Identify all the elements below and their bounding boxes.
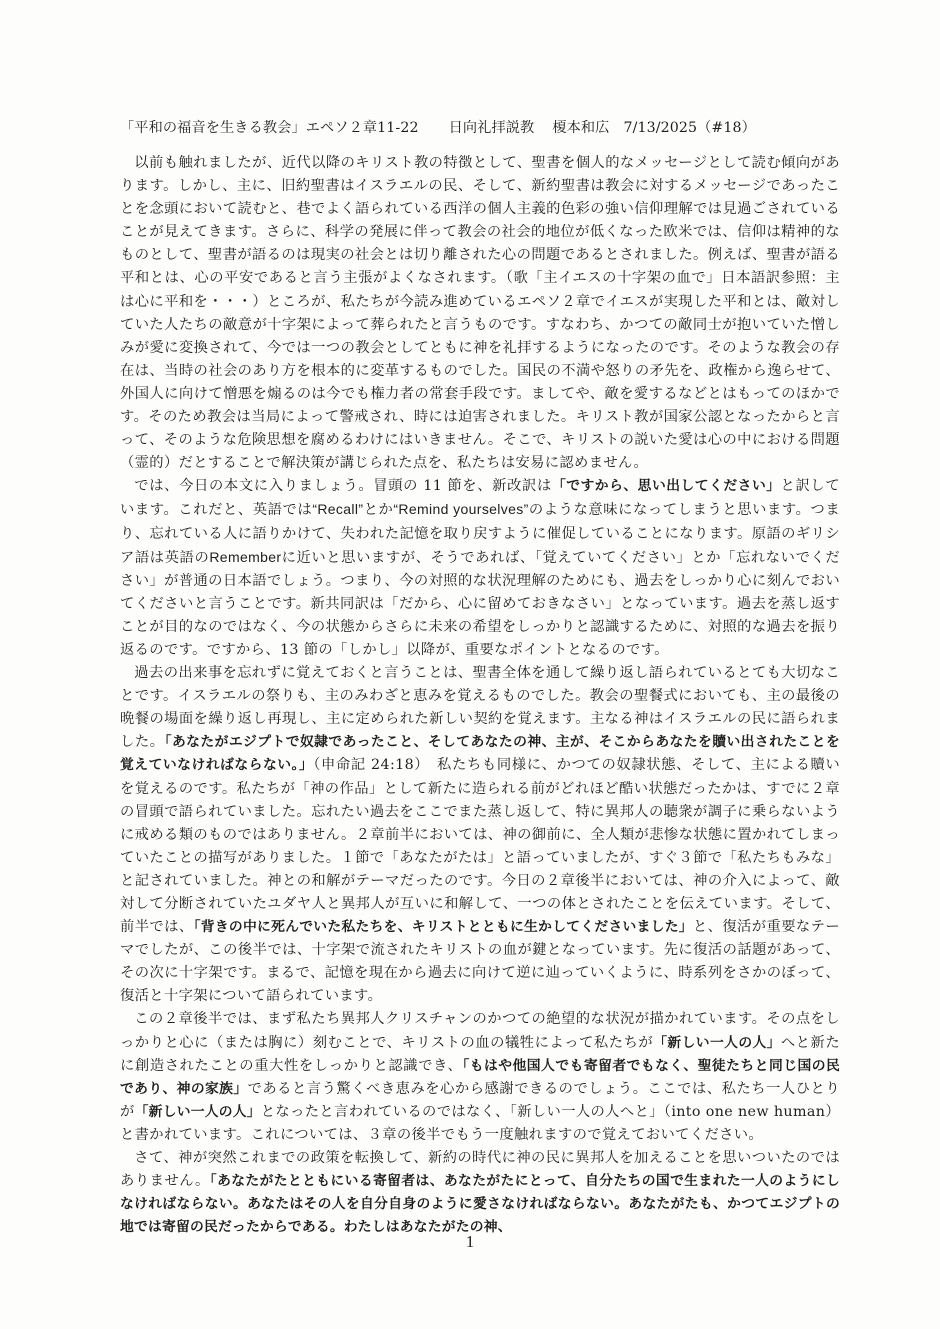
text-run: では、今日の本文に入りましょう。冒頭の 11 節を、新改訳は — [134, 478, 552, 495]
emphasized-quote: 「新しい一人の人」 — [134, 1103, 261, 1120]
sermon-type: 日向礼拝説教 — [448, 120, 535, 136]
sermon-date: 7/13/2025（#18） — [623, 120, 756, 136]
english-term: “Recall” — [312, 501, 364, 518]
text-run: であると言う驚くべき恵みを心から感謝できるのでしょう。ここでは、私たち一人ひとりが — [120, 1080, 840, 1120]
sermon-body — [120, 152, 840, 1239]
text-run: さて、神が突然これまでの政策を転換して、新約の時代に神の民に異邦人を加えることを思いついたのではありません。 — [120, 1150, 840, 1190]
paragraph — [120, 475, 840, 662]
text-run: のような意味になってしまうと思います。つまり、忘れている人に語りかけて、失われた記憶を取り戻すように催促していることになります。原語のギリシア語は英語の — [120, 502, 840, 566]
text-run: となったと言われているのではなく、「新しい一人の人へと」（into one new human）と書かれています。これについては、３章の後半でもう一度触れますので覚えておいてください。 — [120, 1103, 840, 1143]
text-run: （申命記 24:18） 私たちも同様に、かつての奴隷状態、そして、主による贖いを覚えるのです。私たちが「神の作品」として新たに造られる前がどれほど酷い状態だったかは、すでに２章の冒頭で語られていました。忘れたい過去をここでまた蒸し返して、特に異邦人の聴衆が調子に乗らないように戒める類のものではありません。２章前半においては、神の御前に、全人類が悲惨な状態に置かれてしまっていたことの描写がありました。１節で「あなたがたは」と語っていましたが、すぐ３節で「私たちもみな」と記されていました。神との和解がテーマだったのです。今日の２章後半においては、神の介入によって、敵対して分断されていたユダヤ人と異邦人が互いに和解して、一つの体とされたことを伝えています。そして、前半では、 — [120, 757, 840, 936]
sermon-title: 「平和の福音を生きる教会」エペソ２章11-22 — [120, 120, 419, 136]
text-run: とか — [363, 502, 394, 519]
paragraph — [120, 152, 840, 475]
sermon-header — [120, 118, 840, 138]
text-run: に近いと思いますが、そうであれば、「覚えていてください」とか「忘れないでください」が普通の日本語でしょう。つまり、今の対照的な状況理解のためにも、過去をしっかり心に刻んでおいてくださいと言うことです。新共同訳は「だから、心に留めておきなさい」となっています。過去を蒸し返すことが目的なのではなく、今の状態からさらに未来の希望をしっかりと認識するために、対照的な過去を振り返るのです。ですから、13 節の「しかし」以降が、重要なポイントとなるのです。 — [120, 549, 840, 658]
text-run: 以前も触れましたが、近代以降のキリスト教の特徴として、聖書を個人的なメッセージとして読む傾向があります。しかし、主に、旧約聖書はイスラエルの民、そして、新約聖書は教会に対するメッセージであったことを念頭において読むと、巷でよく語られている西洋の個人主義的色彩の強い信仰理解では見過ごされていることが見えてきます。さらに、科学の発展に伴って教会の社会的地位が低くなった欧米では、信仰は精神的なものとして、聖書が語るのは現実の社会とは切り離された心の問題であるとされました。例えば、聖書が語る平和とは、心の平安であると言う主張がよくなされます。（歌「主イエスの十字架の血で」日本語訳参照：主は心に平和を・・・）ところが、私たちが今読み進めているエペソ２章でイエスが実現した平和とは、敵対していた人たちの敵意が十字架によって葬られたと言うものです。すなわち、かつての敵同士が抱いていた憎しみが愛に変換されて、今では一つの教会としてともに神を礼拝するようになったのです。そのような教会の存在は、当時の社会のあり方を根本的に変革するものでした。国民の不満や怒りの矛先を、政権から逸らせて、外国人に向けて憎悪を煽るのは今でも権力者の常套手段です。ましてや、敵を愛するなどとはもってのほかです。そのため教会は当局によって警戒され、時には迫害されました。キリスト教が国家公認となったからと言って、そのような危険思想を腐めるわけにはいきません。そこで、キリストの説いた愛は心の中における問題（霊的）だとすることで解決策が講じられた点を、私たちは安易に認めません。 — [120, 155, 840, 472]
paragraph — [120, 1147, 840, 1239]
paragraph — [120, 1008, 840, 1147]
text-run: と訳しています。これだと、英語では — [120, 478, 841, 519]
emphasized-quote: 「ですから、思い出してください」 — [551, 478, 781, 495]
text-run: へと新たに創造されたことの重大性をしっかりと認識でき、 — [120, 1034, 840, 1074]
english-term: “Remind yourselves” — [393, 501, 529, 518]
emphasized-quote: 「あなたがエジプトで奴隷であったこと、そしてあなたの神、主が、そこからあなたを贖い出されたことを覚えていなければならない。」 — [120, 734, 840, 774]
text-run: この２章後半では、まず私たち異邦人クリスチャンのかつての絶望的な状況が描かれています。その点をしっかりと心に（または胸に）刻むことで、キリストの血の犠牲によって私たちが — [120, 1011, 840, 1051]
emphasized-quote: 「背きの中に死んでいた私たちを、キリストとともに生かしてくださいました」 — [193, 919, 693, 936]
text-run: と、復活が重要なテーマでしたが、この後半では、十字架で流されたキリストの血が鍵となっています。先に復活の話題があって、その次に十字架です。まるで、記憶を現在から過去に向けて逆に辿っていくように、時系列をさかのぼって、復活と十字架について語られています。 — [120, 919, 841, 1005]
emphasized-quote: 「もはや他国人でも寄留者でもなく、聖徒たちと同じ国の民であり、神の家族」 — [120, 1057, 840, 1097]
page-number: 1 — [465, 1232, 475, 1251]
paragraph — [120, 662, 840, 1008]
emphasized-quote: 「新しい一人の人」 — [653, 1034, 781, 1051]
emphasized-quote: 「あなたがたとともにいる寄留者は、あなたがたにとって、自分たちの国で生まれた一人のようにしなければならない。あなたはその人を自分自身のように愛さなければならない。あなたがたも、かつてエジプトの地では寄留の民だったからである。わたしはあなたがたの神、 — [120, 1173, 840, 1236]
text-run: 過去の出来事を忘れずに覚えておくと言うことは、聖書全体を通して繰り返し語られているとても大切なことです。イスラエルの祭りも、主のみわざと恵みを覚えるものでした。教会の聖餐式においても、主の最後の晩餐の場面を繰り返し再現し、主に定められた新しい契約を覚えます。主なる神はイスラエルの民に語られました。 — [120, 665, 840, 751]
english-term: Remember — [209, 548, 282, 565]
sermon-author: 榎本和広 — [552, 120, 610, 136]
